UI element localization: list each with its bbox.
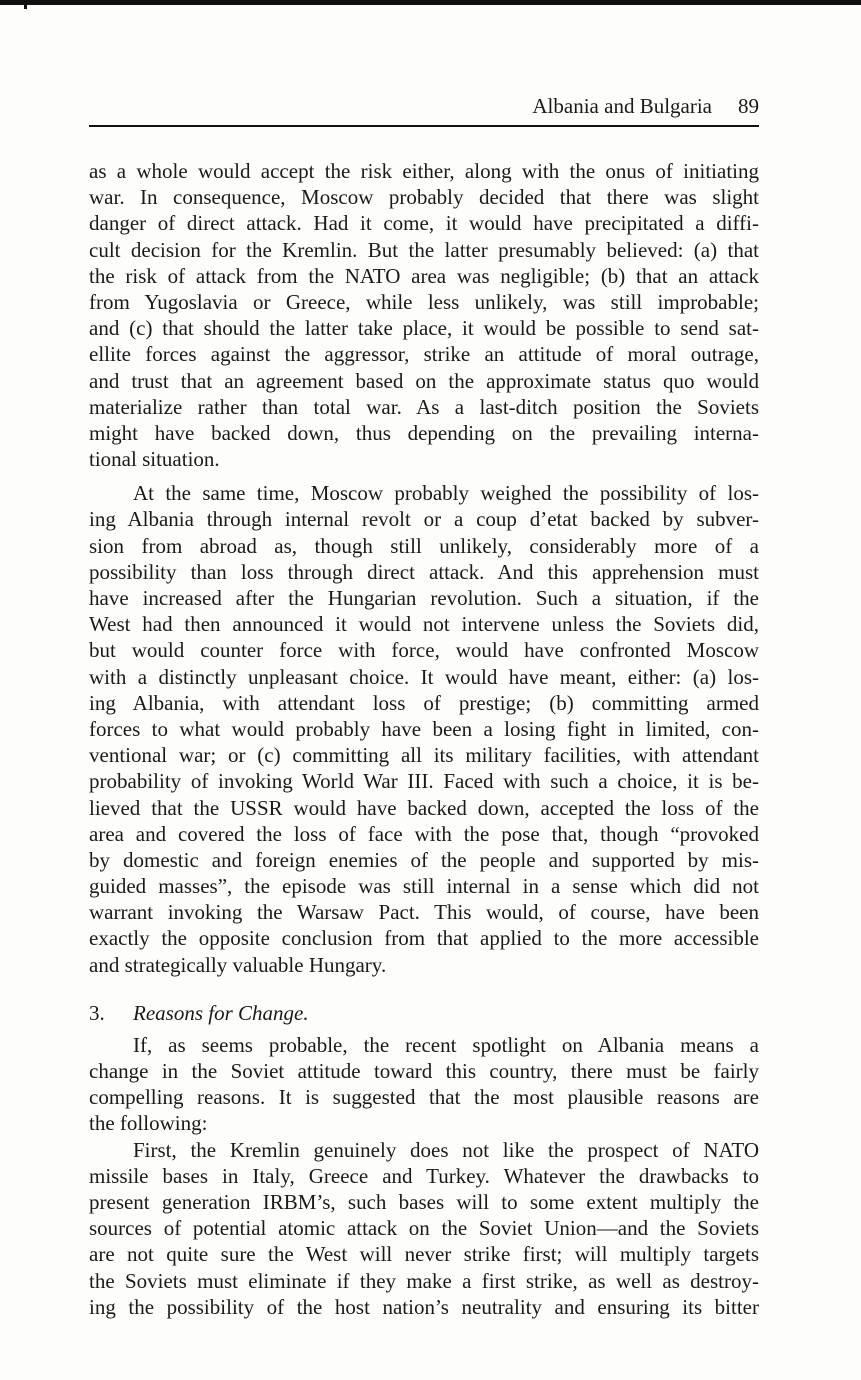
text-line: as a whole would accept the risk either, along with the onus of initiating <box>89 159 759 183</box>
text-line: tional situation. <box>89 447 220 472</box>
section-heading <box>89 1000 759 1026</box>
text-line: ellite forces against the aggressor, strike an attitude of moral outrage, <box>89 342 759 367</box>
text-line: sion from abroad as, though still unlikely, considerably more of a <box>89 533 759 558</box>
text-line: area and covered the loss of face with the pose that, though “provoked <box>89 821 759 846</box>
text-line: ing Albania, with attendant loss of prestige; (b) committing armed <box>89 690 759 715</box>
text-line: and (c) that should the latter take place, it would be possible to send sat- <box>89 316 759 341</box>
text-line: the Soviets must eliminate if they make a first strike, as well as destroy- <box>89 1268 759 1293</box>
body-text <box>89 158 759 1320</box>
text-line: cult decision for the Kremlin. But the latter presumably believed: (a) that <box>89 237 759 262</box>
text-line: have increased after the Hungarian revolution. Such a situation, if the <box>89 586 759 610</box>
text-line: sources of potential atomic attack on the Soviet Union—and the Soviets <box>89 1216 759 1241</box>
text-line: and trust that an agreement based on the approximate status quo would <box>89 368 759 393</box>
text-line: ing the possibility of the host nation’s neutrality and ensuring its bitter <box>89 1294 759 1319</box>
section-title: Reasons for Change. <box>133 1000 309 1025</box>
text-line: lieved that the USSR would have backed down, accepted the loss of the <box>89 795 759 820</box>
text-line: from Yugoslavia or Greece, while less unlikely, was still improbable; <box>89 289 759 314</box>
section-number: 3. <box>89 1000 105 1025</box>
text-line: the risk of attack from the NATO area was negligible; (b) that an attack <box>89 263 759 288</box>
text-line: might have backed down, thus depending on the prevailing interna- <box>89 420 759 445</box>
page-top-border <box>0 0 861 5</box>
text-line: West had then announced it would not intervene unless the Soviets did, <box>89 612 759 637</box>
paragraph-4 <box>89 1137 759 1320</box>
page-number: 89 <box>738 94 759 118</box>
page-top-border-notch <box>24 0 27 9</box>
running-head <box>89 94 759 124</box>
paragraph-1 <box>89 158 759 472</box>
text-line: the following: <box>89 1111 208 1136</box>
text-line: At the same time, Moscow probably weighed the possibility of los- <box>133 481 759 506</box>
text-line: possibility than loss through direct attack. And this apprehension must <box>89 559 759 584</box>
text-line: with a distinctly unpleasant choice. It would have meant, either: (a) los- <box>89 664 759 689</box>
text-line: warrant invoking the Warsaw Pact. This would, of course, have been <box>89 900 759 925</box>
text-line: missile bases in Italy, Greece and Turkey. Whatever the drawbacks to <box>89 1163 759 1188</box>
text-line: If, as seems probable, the recent spotlight on Albania means a <box>133 1032 759 1057</box>
paragraph-3 <box>89 1032 759 1137</box>
running-head-title: Albania and Bulgaria <box>532 94 712 118</box>
text-line: exactly the opposite conclusion from that applied to the more accessible <box>89 926 759 951</box>
text-line: compelling reasons. It is suggested that the most plausible reasons are <box>89 1085 759 1110</box>
paragraph-2 <box>89 480 759 978</box>
text-line: are not quite sure the West will never strike first; will multiply targets <box>89 1242 759 1267</box>
text-line: by domestic and foreign enemies of the people and supported by mis- <box>89 847 759 872</box>
text-line: probability of invoking World War III. Faced with such a choice, it is be- <box>89 769 759 794</box>
text-line: ing Albania through internal revolt or a coup d’etat backed by subver- <box>89 507 759 532</box>
text-line: forces to what would probably have been a losing fight in limited, con- <box>89 716 759 741</box>
text-line: war. In consequence, Moscow probably decided that there was slight <box>89 185 759 210</box>
text-line: and strategically valuable Hungary. <box>89 952 387 977</box>
text-line: present generation IRBM’s, such bases will to some extent multiply the <box>89 1189 759 1214</box>
text-line: ventional war; or (c) committing all its military facilities, with attendant <box>89 743 759 768</box>
text-line: First, the Kremlin genuinely does not like the prospect of NATO <box>133 1137 759 1162</box>
text-line: change in the Soviet attitude toward this country, there must be fairly <box>89 1059 759 1083</box>
running-head-rule <box>89 125 759 127</box>
text-line: materialize rather than total war. As a last-ditch position the Soviets <box>89 394 759 419</box>
text-line: danger of direct attack. Had it come, it would have precipitated a diffi- <box>89 211 759 236</box>
text-line: guided masses”, the episode was still internal in a sense which did not <box>89 874 759 899</box>
text-line: but would counter force with force, would have confronted Moscow <box>89 638 759 663</box>
